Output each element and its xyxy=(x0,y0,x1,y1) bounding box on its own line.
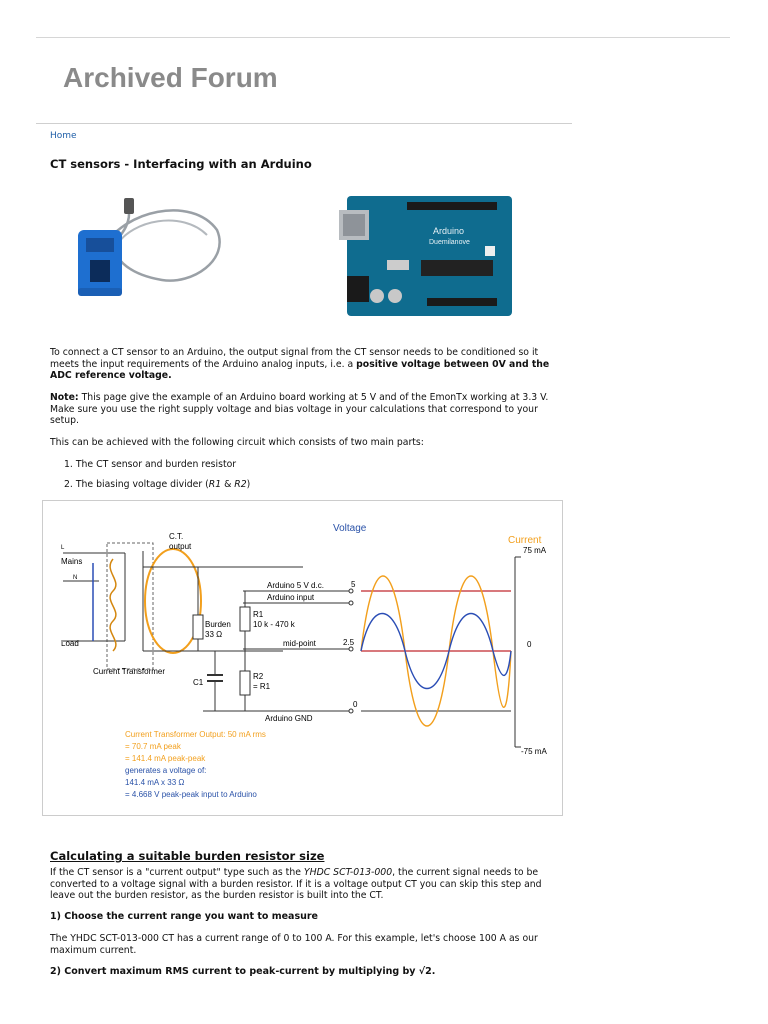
label-v0: 0 xyxy=(353,700,358,709)
site-title[interactable]: Archived Forum xyxy=(63,62,278,93)
breadcrumb-home-link[interactable]: Home xyxy=(50,131,77,141)
header-divider xyxy=(36,123,572,124)
intro-paragraph-1: To connect a CT sensor to an Arduino, the output signal from the CT sensor needs to be conditioned so it meets the input requirements of the Arduino analog inputs, i.e. a positive voltage between 0V and the ADC reference voltage. xyxy=(50,347,550,382)
step-1-heading: 1) Choose the current range you want to measure xyxy=(50,911,318,922)
label-r1-value: 10 k - 470 k xyxy=(253,620,295,629)
step-2-heading: 2) Convert maximum RMS current to peak-current by multiplying by √2. xyxy=(50,966,436,977)
label-n: N xyxy=(73,575,78,581)
note-line: = 70.7 mA peak xyxy=(125,742,181,751)
top-divider xyxy=(36,37,730,38)
page-title: CT sensors - Interfacing with an Arduino xyxy=(50,157,312,171)
label-ct-output: output xyxy=(169,542,192,551)
note-line: 141.4 mA x 33 Ω xyxy=(125,778,185,787)
note-line: = 141.4 mA peak-peak xyxy=(125,754,206,763)
label-v5: 5 xyxy=(351,580,356,589)
label-i0: 0 xyxy=(527,640,532,649)
list-item: 1. The CT sensor and burden resistor xyxy=(64,459,237,470)
arduino-board-photo xyxy=(337,190,517,322)
label-gnd: Arduino GND xyxy=(265,714,313,723)
label-l: L xyxy=(61,545,65,551)
svg-text:Duemilanove: Duemilanove xyxy=(429,239,470,246)
note-line: = 4.668 V peak-peak input to Arduino xyxy=(125,790,257,799)
label-r2: R2 xyxy=(253,672,264,681)
label-in75: -75 mA xyxy=(521,747,547,756)
label-midpoint: mid-point xyxy=(283,639,316,648)
note-line: generates a voltage of: xyxy=(125,766,207,775)
note-line: Current Transformer Output: 50 mA rms xyxy=(125,730,266,739)
intro-paragraph-2: Note: This page give the example of an Arduino board working at 5 V and of the EmonTx working at 3.3 V. Make sure you use the right supply voltage and bias voltage in your calculations that correspond to your setup. xyxy=(50,392,549,427)
step-1-text: The YHDC SCT-013-000 CT has a current range of 0 to 100 A. For this example, let's choose 100 A as our maximum current. xyxy=(50,933,538,956)
label-v25: 2.5 xyxy=(343,638,355,647)
label-i75: 75 mA xyxy=(523,546,547,555)
label-ct: C.T. xyxy=(169,532,184,541)
burden-paragraph-1: If the CT sensor is a "current output" type such as the YHDC SCT-013-000, the current signal needs to be converted to a voltage signal with a burden resistor. If it is a voltage output CT you can skip this step and leave out the burden resistor, as the burden resistor is built into the CT. xyxy=(50,867,542,902)
label-burden-value: 33 Ω xyxy=(205,630,223,639)
list-item: 2. The biasing voltage divider (R1 & R2) xyxy=(64,479,251,490)
svg-text:Arduino: Arduino xyxy=(433,226,465,236)
label-arduino-5v: Arduino 5 V d.c. xyxy=(267,581,324,590)
ct-sensor-photo xyxy=(72,190,232,310)
intro-paragraph-3: This can be achieved with the following circuit which consists of two main parts: xyxy=(50,437,424,448)
circuit-diagram xyxy=(42,500,563,816)
label-current-transformer: Current Transformer xyxy=(93,667,166,676)
label-r2-value: = R1 xyxy=(253,682,271,691)
label-voltage: Voltage xyxy=(333,523,367,534)
label-mains: Mains xyxy=(61,557,83,566)
label-load: Load xyxy=(61,639,79,648)
label-current: Current xyxy=(508,535,542,546)
section-heading: Calculating a suitable burden resistor size xyxy=(50,849,325,863)
label-r1: R1 xyxy=(253,610,264,619)
label-arduino-input: Arduino input xyxy=(267,593,315,602)
label-c1: C1 xyxy=(193,678,204,687)
label-burden: Burden xyxy=(205,620,231,629)
